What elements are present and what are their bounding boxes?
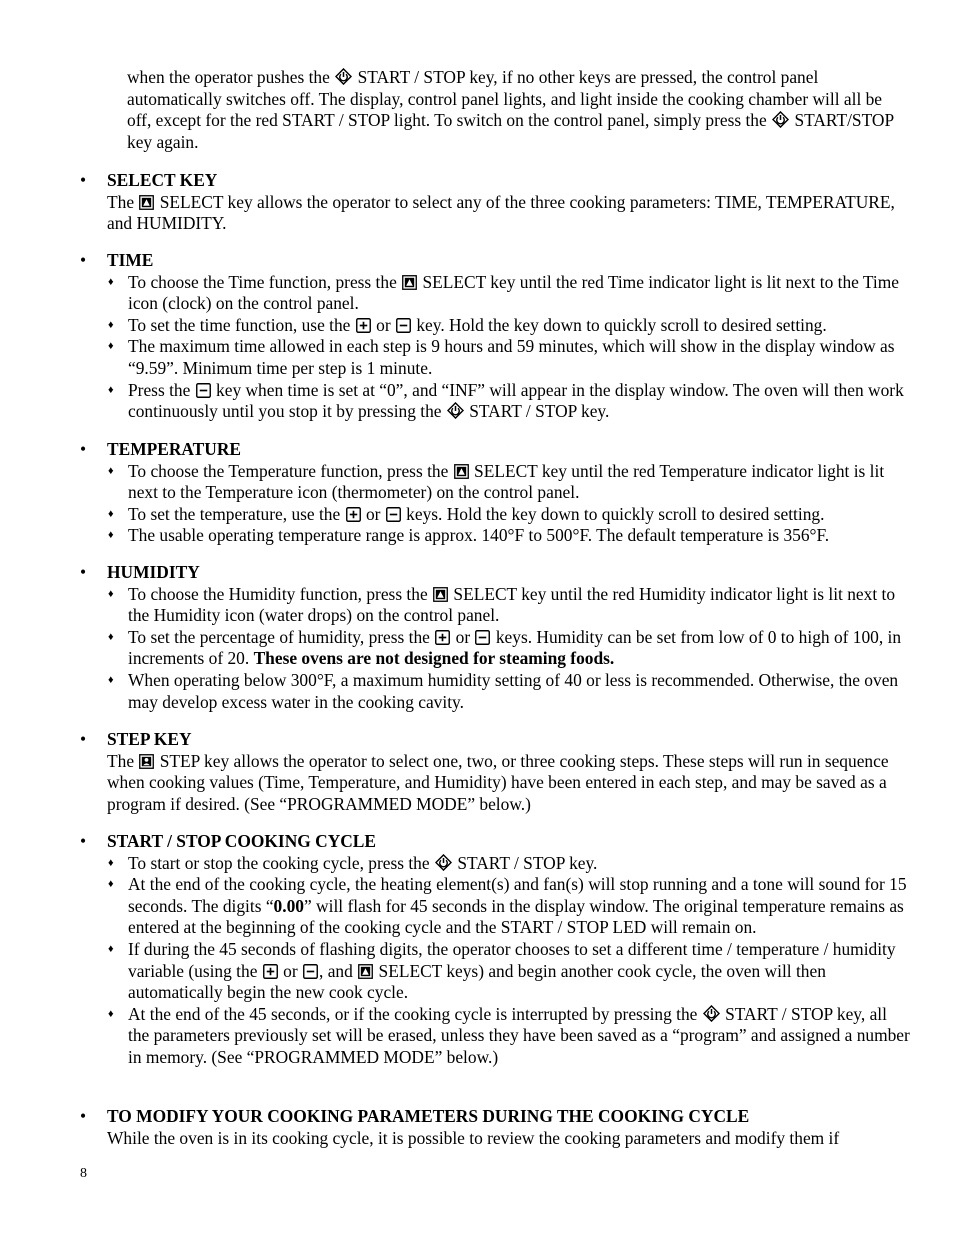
section-start-stop-cycle	[80, 831, 910, 1069]
intro-text-2: START / STOP key, if no other keys are pressed, the control panel automatically switches off. The display, control panel lights, and light inside the cooking chamber will all be off, except for the red START / STOP light. To switch on the control panel, simply press the	[127, 67, 883, 131]
plus-key-icon	[346, 507, 361, 522]
list-item: ♦ At the end of the 45 seconds, or if the cooking cycle is interrupted by pressing the START / STOP key, all the parameters previously set will be erased, unless they have been saved as a “program” and assigned a number in memory. (See “PROGRAMMED MODE” below.)	[108, 1003, 910, 1067]
section-heading: TO MODIFY YOUR COOKING PARAMETERS DURING THE COOKING CYCLE	[107, 1106, 750, 1126]
intro-paragraph	[127, 67, 897, 153]
bullet: •	[80, 250, 87, 270]
select-key-icon	[454, 464, 469, 479]
diamond-bullet: ♦	[108, 340, 114, 353]
diamond-bullet: ♦	[108, 529, 114, 542]
list-item: ♦ To set the time function, use the or key. Hold the key down to quickly scroll to desired setting.	[108, 314, 827, 335]
section-body: The STEP key allows the operator to select one, two, or three cooking steps. These steps will run in sequence when cooking values (Time, Temperature, and Humidity) have been entered in each step, and may be saved as a program if desired. (See “PROGRAMMED MODE” below.)	[107, 750, 889, 814]
list-item: ♦ At the end of the cooking cycle, the heating element(s) and fan(s) will stop running and a tone will sound for 15 seconds. The digits “0.00” will flash for 45 seconds in the display window. The original temperature remains as entered at the beginning of the cooking cycle and the START / STOP LED will remain on.	[108, 874, 907, 938]
diamond-bullet: ♦	[108, 318, 114, 331]
diamond-bullet: ♦	[108, 464, 114, 477]
diamond-bullet: ♦	[108, 673, 114, 686]
steaming-warning: These ovens are not designed for steaming foods.	[253, 648, 615, 669]
power-icon	[447, 402, 464, 419]
plus-key-icon	[263, 964, 278, 979]
flashing-digits: 0.00	[273, 895, 304, 916]
minus-key-icon	[196, 383, 211, 398]
plus-key-icon	[356, 318, 371, 333]
minus-key-icon	[475, 630, 490, 645]
list-item: ♦ The usable operating temperature range is approx. 140°F to 500°F. The default temperature is 356°F.	[108, 525, 830, 546]
power-icon	[703, 1005, 720, 1022]
section-heading: TIME	[107, 250, 154, 270]
diamond-bullet: ♦	[108, 587, 114, 600]
body-text: SELECT key allows the operator to select any of the three cooking parameters: TIME, TEMPERATURE, and HUMIDITY.	[107, 191, 895, 234]
section-body: While the oven is in its cooking cycle, it is possible to review the cooking parameters and modify them if	[107, 1127, 840, 1148]
minus-key-icon	[386, 507, 401, 522]
diamond-bullet: ♦	[108, 630, 114, 643]
section-body	[80, 192, 910, 235]
minus-key-icon	[303, 964, 318, 979]
section-heading: HUMIDITY	[107, 562, 200, 582]
power-icon	[335, 68, 352, 85]
minus-key-icon	[396, 318, 411, 333]
select-key-icon	[402, 275, 417, 290]
body-text: The	[107, 191, 135, 212]
list-item: ♦ To choose the Time function, press the SELECT key until the red Time indicator light is lit next to the Time icon (clock) on the control panel.	[108, 271, 899, 314]
bullet: •	[80, 170, 87, 190]
select-key-icon	[139, 195, 154, 210]
diamond-bullet: ♦	[108, 383, 114, 396]
list-item: ♦ To set the percentage of humidity, press the or keys. Humidity can be set from low of 0 to high of 100, in increments of 20. These ovens are not designed for steaming foods.	[108, 626, 902, 669]
bullet: •	[80, 1106, 87, 1126]
list-item: ♦ To choose the Humidity function, press the SELECT key until the red Humidity indicator light is lit next to the Humidity icon (water drops) on the control panel.	[108, 583, 896, 626]
section-humidity	[80, 562, 910, 713]
power-icon	[435, 854, 452, 871]
bullet: •	[80, 562, 87, 582]
select-key-icon	[358, 964, 373, 979]
list-item: ♦ If during the 45 seconds of flashing digits, the operator chooses to set a different time / temperature / humidity variable (using the or , and SELECT keys) and begin another cook cycle, the oven will then automatically begin the new cook cycle.	[108, 938, 896, 1003]
section-heading: SELECT KEY	[107, 170, 218, 190]
bullet: •	[80, 831, 87, 851]
section-select-key	[80, 170, 910, 235]
list-item: ♦ To choose the Temperature function, press the SELECT key until the red Temperature indicator light is lit next to the Temperature icon (thermometer) on the control panel.	[108, 460, 885, 503]
step-key-icon	[139, 754, 154, 769]
section-heading: START / STOP COOKING CYCLE	[107, 831, 377, 851]
diamond-bullet: ♦	[108, 275, 114, 288]
diamond-bullet: ♦	[108, 507, 114, 520]
section-time	[80, 250, 910, 423]
diamond-bullet: ♦	[108, 878, 114, 891]
section-heading: STEP KEY	[107, 729, 192, 749]
section-modify-parameters	[80, 1106, 910, 1149]
diamond-bullet: ♦	[108, 856, 114, 869]
intro-text-3: START/STOP key again.	[127, 110, 894, 152]
select-key-icon	[433, 587, 448, 602]
page-number: 8	[80, 1166, 87, 1181]
bullet: •	[80, 729, 87, 749]
plus-key-icon	[435, 630, 450, 645]
power-icon	[772, 111, 789, 128]
list-item: ♦ Press the key when time is set at “0”, and “INF” will appear in the display window. The oven will then work continuously until you stop it by pressing the START / STOP key.	[108, 379, 904, 422]
diamond-bullet: ♦	[108, 942, 114, 955]
section-step-key	[80, 729, 910, 815]
list-item: ♦ To start or stop the cooking cycle, press the START / STOP key.	[108, 852, 598, 873]
bullet: •	[80, 439, 87, 459]
list-item: ♦ When operating below 300°F, a maximum humidity setting of 40 or less is recommended. Otherwise, the oven may develop excess water in the cooking cavity.	[108, 669, 899, 712]
diamond-bullet: ♦	[108, 1007, 114, 1020]
section-temperature	[80, 439, 910, 547]
list-item: ♦ The maximum time allowed in each step is 9 hours and 59 minutes, which will show in the display window as “9.59”. Minimum time per step is 1 minute.	[108, 336, 895, 378]
list-item: ♦ To set the temperature, use the or keys. Hold the key down to quickly scroll to desired setting.	[108, 503, 825, 524]
intro-text-1: when the operator pushes the	[127, 67, 330, 87]
section-heading: TEMPERATURE	[107, 439, 241, 459]
